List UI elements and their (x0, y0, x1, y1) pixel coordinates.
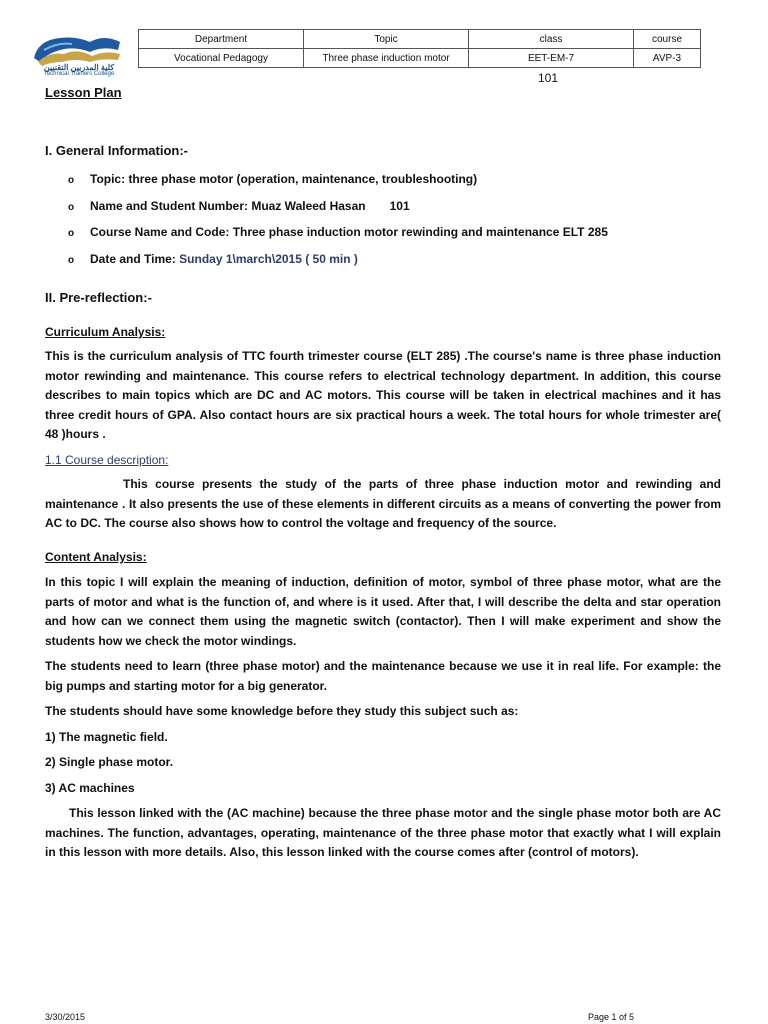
header-row (139, 30, 701, 49)
curriculum-paragraph: This is the curriculum analysis of TTC fourth trimester course (ELT 285) .The course's name is three phase induction motor rewinding and maintenance. This course refers to electrical technology department. In addition, this course describes to main topics which are DC and AC motors. This course will be taken in electrical machines and it has three credit hours of GPA. Also contact hours are six practical hours a week. The total hours for whole trimester are( 48 )hours . (45, 349, 721, 441)
pre-reflection-heading: II. Pre-reflection:- (45, 290, 152, 305)
logo-arabic-text: كلية المدربين التقنيين (43, 63, 115, 72)
header-table (138, 29, 701, 68)
list-item: 1) The magnetic field. (45, 730, 168, 744)
bullet-icon: o (68, 255, 75, 266)
topic-text: Topic: three phase motor (operation, maintenance, troubleshooting) (90, 172, 478, 186)
name-text: Name and Student Number: Muaz Waleed Hasan (90, 199, 366, 213)
course-description-paragraph: This course presents the study of the parts of three phase induction motor and rewinding and maintenance . It also presents the use of these elements in different circuits as a means of converting the power from AC to DC. The course also shows how to control the voltage and frequency of the source. (45, 477, 721, 530)
header-cell: Department (139, 30, 304, 49)
content-analysis-heading: Content Analysis: (45, 550, 147, 564)
course-text: Course Name and Code: Three phase induction motor rewinding and maintenance ELT 285 (90, 225, 608, 239)
list-item: 2) Single phase motor. (45, 755, 174, 769)
bullet-icon: o (68, 175, 75, 186)
footer-date: 3/30/2015 (45, 1012, 86, 1022)
bullet-topic (68, 172, 477, 186)
value-cell: AVP-3 (634, 49, 701, 68)
logo-english-text: Technical Trainers College (43, 71, 115, 77)
header-cell: course (634, 30, 701, 49)
header-number: 101 (538, 71, 559, 85)
content-paragraph-3: The students should have some knowledge before they study this subject such as: (45, 704, 519, 718)
value-cell: Three phase induction motor (304, 49, 469, 68)
bullet-name (68, 199, 410, 213)
general-heading: I. General Information:- (45, 143, 189, 158)
value-cell: EET-EM-7 (469, 49, 634, 68)
curriculum-heading: Curriculum Analysis: (45, 325, 166, 339)
course-description-heading: 1.1 Course description: (45, 453, 169, 467)
content-paragraph-2: The students need to learn (three phase motor) and the maintenance because we use it in real life. For example: the big pumps and starting motor for a big generator. (45, 659, 721, 693)
value-row (139, 49, 701, 68)
list-item: 3) AC machines (45, 781, 135, 795)
value-cell: Vocational Pedagogy (139, 49, 304, 68)
content-paragraph-4: This lesson linked with the (AC machine) because the three phase motor and the single phase motor both are AC machines. The function, advantages, operating, maintenance of the three phase motor that exactly what I will explain in this lesson with more details. Also, this lesson linked with the course comes after (control of motors). (45, 806, 721, 859)
student-number: 101 (389, 199, 410, 213)
content-paragraph-1: In this topic I will explain the meaning of induction, definition of motor, symbol of three phase motor, what are the parts of motor and what is the function of, and where is it used. After that, I will describe the delta and star operation and how can we connect them using the magnetic switch (contactor). Then I will make experiment and show the students how we check the motor windings. (45, 575, 721, 648)
bullet-course (68, 225, 608, 239)
page-title: Lesson Plan (45, 85, 122, 100)
header-cell: class (469, 30, 634, 49)
footer-page-number: Page 1 of 5 (588, 1012, 635, 1022)
date-label: Date and Time: (90, 252, 176, 266)
date-value: Sunday 1\march\2015 ( 50 min ) (179, 252, 358, 266)
bullet-icon: o (68, 202, 75, 213)
bullet-icon: o (68, 228, 75, 239)
bullet-date (68, 252, 358, 266)
header-cell: Topic (304, 30, 469, 49)
